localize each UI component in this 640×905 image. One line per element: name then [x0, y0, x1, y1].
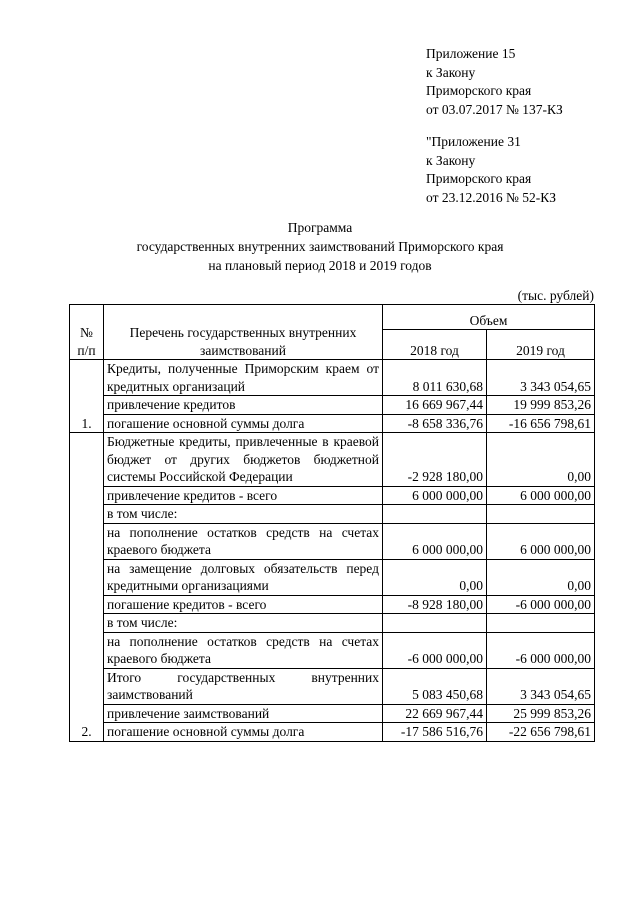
header-name: Перечень государственных внутренних заимствований [104, 305, 383, 360]
value-2018-cell: -17 586 516,76 [383, 723, 487, 742]
row-name-cell: на замещение долговых обязательств перед кредитными организациями [104, 559, 383, 595]
value-2019-cell: 0,00 [487, 433, 595, 487]
table-row [70, 559, 595, 595]
value-2019-cell: 6 000 000,00 [487, 486, 595, 505]
table-row [70, 433, 595, 487]
value-2019-cell: -22 656 798,61 [487, 723, 595, 742]
row-number-cell: 1. [70, 360, 104, 433]
table-row [70, 704, 595, 723]
row-name-cell: в том числе: [104, 505, 383, 524]
title-line: Программа [287, 220, 353, 235]
value-2019-cell: -6 000 000,00 [487, 595, 595, 614]
value-2019-cell: 6 000 000,00 [487, 523, 595, 559]
value-2019-cell: -6 000 000,00 [487, 632, 595, 668]
attachment-line: "Приложение 31 [426, 134, 521, 149]
value-2018-cell [383, 505, 487, 524]
value-2018-cell: 22 669 967,44 [383, 704, 487, 723]
table-row [70, 414, 595, 433]
value-2018-cell: -8 928 180,00 [383, 595, 487, 614]
attachment-header-15 [426, 45, 563, 119]
value-2018-cell: -8 658 336,76 [383, 414, 487, 433]
document-title [0, 218, 640, 275]
value-2018-cell: 6 000 000,00 [383, 486, 487, 505]
table-row [70, 523, 595, 559]
table-row [70, 614, 595, 633]
value-2019-cell [487, 505, 595, 524]
title-line: на плановый период 2018 и 2019 годов [208, 258, 432, 273]
attachment-line: от 03.07.2017 № 137-КЗ [426, 101, 563, 117]
table-row [70, 668, 595, 704]
units-label: (тыс. рублей) [517, 288, 594, 303]
row-number-cell: 2. [70, 433, 104, 742]
value-2019-cell: 25 999 853,26 [487, 704, 595, 723]
row-name-cell: привлечение кредитов [104, 396, 383, 415]
attachment-line: к Закону [426, 64, 476, 80]
value-2018-cell: 0,00 [383, 559, 487, 595]
row-name-cell: в том числе: [104, 614, 383, 633]
attachment-line: Приложение 15 [426, 46, 516, 61]
value-2018-cell: 16 669 967,44 [383, 396, 487, 415]
attachment-line: Приморского края [426, 171, 532, 186]
row-name-cell: Итого государственных внутренних заимствований [104, 668, 383, 704]
attachment-line: Приморского края [426, 83, 532, 98]
header-year-2019: 2019 год [487, 330, 595, 360]
value-2019-cell: 3 343 054,65 [487, 360, 595, 396]
table-row [70, 505, 595, 524]
header-num: № п/п [70, 305, 104, 360]
value-2019-cell [487, 614, 595, 633]
row-name-cell: привлечение заимствований [104, 704, 383, 723]
value-2018-cell [383, 614, 487, 633]
row-name-cell: Бюджетные кредиты, привлеченные в краевой бюджет от других бюджетов бюджетной системы Российской Федерации [104, 433, 383, 487]
title-line: государственных внутренних заимствований Приморского края [136, 239, 504, 254]
header-year-2018: 2018 год [383, 330, 487, 360]
row-name-cell: привлечение кредитов - всего [104, 486, 383, 505]
value-2018-cell: -2 928 180,00 [383, 433, 487, 487]
table-row [70, 486, 595, 505]
table-body [70, 360, 595, 742]
header-volume: Объем [383, 305, 595, 330]
row-name-cell: на пополнение остатков средств на счетах краевого бюджета [104, 523, 383, 559]
borrowings-table [69, 304, 595, 742]
value-2018-cell: 8 011 630,68 [383, 360, 487, 396]
value-2018-cell: 6 000 000,00 [383, 523, 487, 559]
table-row [70, 723, 595, 742]
row-name-cell: Кредиты, полученные Приморским краем от кредитных организаций [104, 360, 383, 396]
table-row [70, 396, 595, 415]
row-name-cell: погашение кредитов - всего [104, 595, 383, 614]
value-2018-cell: -6 000 000,00 [383, 632, 487, 668]
table-row [70, 360, 595, 396]
table-row [70, 595, 595, 614]
value-2019-cell: 0,00 [487, 559, 595, 595]
value-2019-cell: 3 343 054,65 [487, 668, 595, 704]
attachment-header-31 [426, 133, 556, 207]
row-name-cell: погашение основной суммы долга [104, 414, 383, 433]
value-2018-cell: 5 083 450,68 [383, 668, 487, 704]
table-row [70, 632, 595, 668]
value-2019-cell: -16 656 798,61 [487, 414, 595, 433]
attachment-line: к Закону [426, 152, 476, 168]
value-2019-cell: 19 999 853,26 [487, 396, 595, 415]
row-name-cell: на пополнение остатков средств на счетах краевого бюджета [104, 632, 383, 668]
row-name-cell: погашение основной суммы долга [104, 723, 383, 742]
attachment-line: от 23.12.2016 № 52-КЗ [426, 189, 556, 205]
